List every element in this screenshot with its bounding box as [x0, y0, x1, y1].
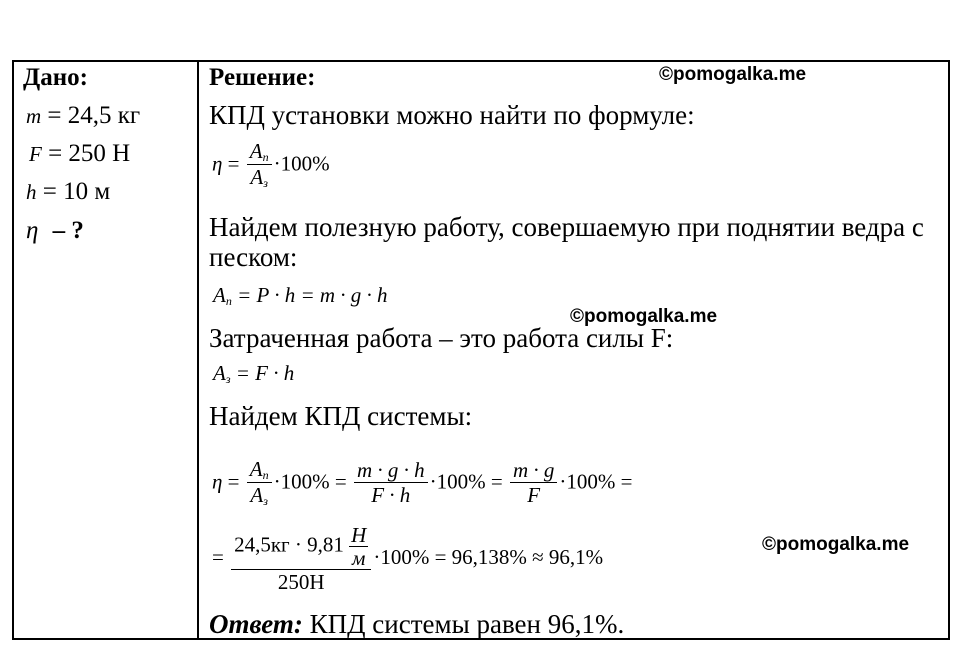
numerator-mg: m · g [512, 458, 555, 483]
percent-multiplier: ·100% [273, 469, 330, 494]
eta-symbol: η [212, 151, 223, 176]
watermark-top: ©pomogalka.me [659, 64, 807, 85]
formula-useful-work [213, 283, 388, 309]
fraction-work-ratio [247, 140, 272, 191]
answer-text: КПД системы равен 96,1%. [309, 609, 625, 639]
denominator-value: 250Н [231, 569, 371, 594]
fraction-mg-over-f [510, 459, 557, 507]
percent-multiplier: ·100% [273, 151, 330, 176]
given-efficiency-question [26, 217, 84, 245]
eta-question: – ? [52, 217, 84, 244]
solution-line-spent-work: Затраченная работа – это работа силы F: [209, 323, 674, 353]
given-height [26, 178, 110, 206]
percent-multiplier-equals: ·100% = [559, 469, 633, 494]
work-symbol: A [249, 457, 263, 481]
formula-spent-work [213, 361, 294, 387]
eta-symbol: η [26, 217, 39, 244]
force-value: = 250 Н [48, 140, 131, 167]
numeric-result: ·100% = 96,138% ≈ 96,1% [373, 544, 604, 569]
equals-sign: = [227, 151, 240, 176]
equals-sign: = [212, 544, 224, 569]
given-heading: Дано: [23, 64, 88, 91]
work-symbol: A [250, 165, 264, 190]
fraction-mgh-over-fh [354, 459, 428, 507]
formula-efficiency [212, 140, 330, 191]
denominator-f: F [510, 482, 557, 507]
unit-meter: м [349, 546, 368, 569]
equals-sign: = [334, 469, 347, 494]
given-mass [26, 102, 140, 130]
unit-newton: Н [351, 523, 367, 547]
eta-symbol: η [212, 469, 223, 494]
useful-subscript: п [262, 150, 269, 164]
useful-subscript: п [262, 468, 269, 482]
answer-line [209, 609, 624, 640]
work-symbol: A [213, 283, 226, 307]
solution-line-sand: песком: [209, 242, 298, 272]
spent-work-rhs: = F · h [235, 361, 295, 385]
denominator-fh: F · h [354, 482, 428, 507]
work-symbol: A [250, 483, 264, 508]
force-symbol: F [29, 142, 42, 166]
equals-sign: = [490, 469, 503, 494]
watermark-middle: ©pomogalka.me [570, 306, 718, 327]
answer-label: Ответ: [209, 609, 303, 639]
solution-heading: Решение: [209, 64, 316, 91]
solution-line-formula-intro: КПД установки можно найти по формуле: [209, 100, 695, 130]
useful-work-rhs: = P · h = m · g · h [237, 283, 388, 307]
height-value: = 10 м [42, 178, 111, 205]
equals-sign: = [227, 469, 240, 494]
mass-symbol: m [26, 104, 42, 128]
solution-line-find-efficiency: Найдем КПД системы: [209, 401, 473, 431]
spent-subscript: з [225, 372, 231, 386]
given-force [29, 140, 130, 168]
useful-subscript: п [225, 294, 232, 308]
percent-multiplier: ·100% [429, 469, 486, 494]
watermark-bottom: ©pomogalka.me [762, 534, 910, 555]
work-symbol: A [249, 139, 263, 163]
spent-subscript: з [263, 494, 268, 509]
column-divider [197, 60, 199, 640]
solution-line-useful-work: Найдем полезную работу, совершаемую при поднятии ведра с [209, 212, 924, 242]
numerator-mgh: m · g · h [356, 458, 425, 483]
unit-fraction-n-per-m [349, 524, 368, 569]
fraction-work-ratio [247, 458, 272, 509]
formula-numeric-result [212, 524, 603, 594]
mass-value: = 24,5 кг [47, 102, 141, 129]
work-symbol: A [213, 361, 226, 385]
fraction-numeric [231, 524, 371, 594]
formula-efficiency-expanded [212, 458, 632, 509]
numerator-values: 24,5кг · 9,81 [234, 532, 344, 557]
height-symbol: h [26, 180, 37, 204]
spent-subscript: з [263, 176, 268, 191]
